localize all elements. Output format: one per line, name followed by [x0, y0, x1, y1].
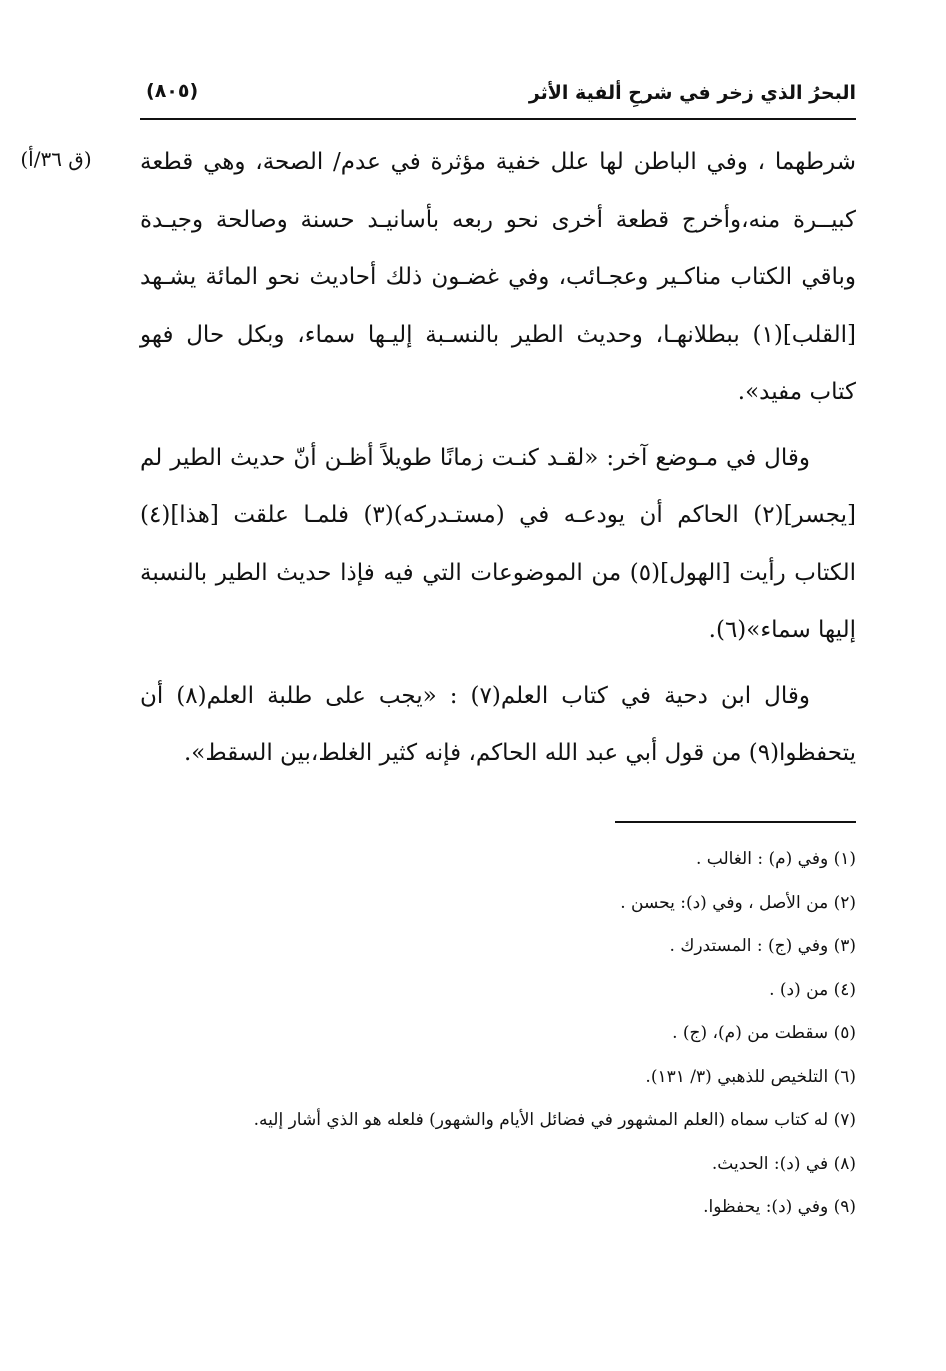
paragraph-1: شرطهما ، وفي الباطن لها علل خفية مؤثرة في عدم/ الصحة، وهي قطعة كبيــرة منه،وأخرج قطعة أخرى نحو ربعه بأسانيـد حسنة وصالحة وجيـدة وباقي الكتاب مناكـير وعجـائب، وفي غضـون ذلك أحاديث نحو المائة يشـهد [القلب](١) ببطلانهـا، وحديث الطير بالنسـبة إليـها سماء، وبكل حال فهو كتاب مفيد».: [140, 149, 856, 405]
main-text: [140, 134, 856, 783]
footnote-4: (٤) من (د) .: [769, 979, 856, 1000]
footnotes: [140, 838, 856, 1230]
running-header: [140, 78, 856, 114]
footnote-1: (١) وفي (م) : الغالب .: [695, 849, 856, 869]
header-divider: [140, 118, 856, 120]
footnote-3: (٣) وفي (ج) : المستدرك .: [669, 936, 856, 956]
paragraph-3: وقال ابن دحية في كتاب العلم(٧) : «يجب على طلبة العلم(٨) أن يتحفظوا(٩) من قول أبي عبد الله الحاكم، فإنه كثير الغلط،بين السقط».: [140, 682, 856, 766]
footnote-9: (٩) وفي (د): يحفظوا.: [703, 1197, 856, 1217]
book-title: البحرُ الذي زخر في شرحِ ألفية الأثر: [528, 82, 856, 104]
manuscript-folio-note: (ق ٣٦/أ): [20, 147, 92, 171]
footnote-8: (٨) في (د): الحديث.: [711, 1153, 856, 1174]
footnote-2: (٢) من الأصل ، وفي (د): يحسن .: [620, 892, 856, 913]
paragraph-2: وقال في مـوضع آخر: «لقـد كنـت زمانًا طويلاً أظـن أنّ حديث الطير لم [يجسر](٢) الحاكم أن يودعـه في (مستـدركه)(٣) فلمـا علقت [هذا](٤) الكتاب رأيت [الهول](٥) من الموضوعات التي فيه فإذا حديث الطير بالنسبة إليها سماء»(٦).: [140, 444, 856, 643]
page-number: (٨٠٥): [146, 80, 199, 102]
footnote-7: (٧) له كتاب سماه (العلم المشهور في فضائل الأيام والشهور) فلعله هو الذي أشار إليه.: [253, 1110, 856, 1130]
footnote-5: (٥) سقطت من (م)، (ج) .: [672, 1023, 856, 1043]
footnote-6: (٦) التلخيص للذهبي (٣/ ١٣١).: [645, 1066, 856, 1087]
footnote-divider: [615, 821, 856, 823]
